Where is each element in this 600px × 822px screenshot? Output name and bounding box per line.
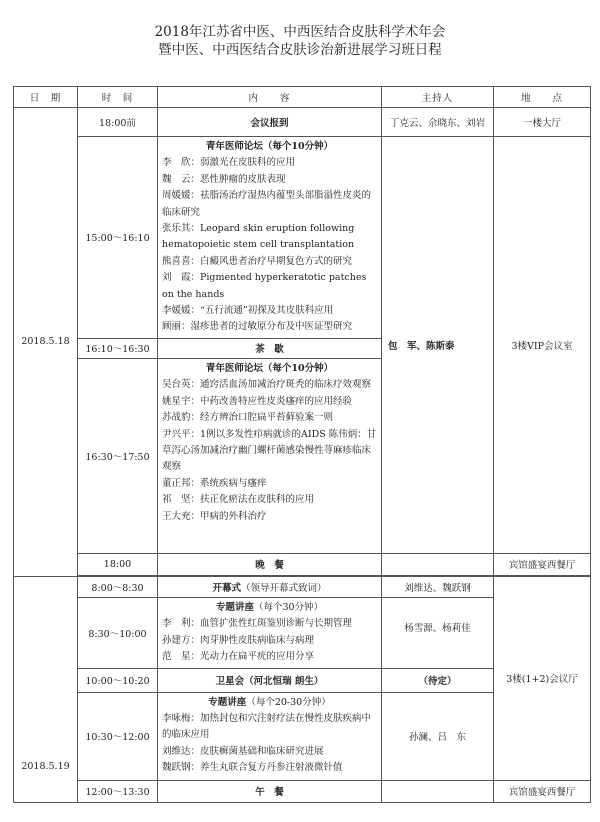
time: 10:30～12:00	[78, 692, 158, 780]
talk: 祁 坚：扶正化瘀法在皮肤科的应用	[162, 494, 315, 506]
talk: 顾丽：湿疹患者的过敏原分布及中医证型研究	[162, 321, 353, 333]
heading-bold: 专题讲座	[208, 696, 247, 708]
talk: 李 利：血管扩张性红斑鉴别诊断与长期管理	[162, 618, 353, 630]
content: 茶 歇	[158, 338, 382, 358]
talk: 周媛媛：祛脂汤治疗湿热内蕴型头部脂溢性皮炎的临床研究	[162, 190, 372, 218]
talk: 魏 云：恶性肿瘤的皮肤表现	[162, 173, 286, 185]
host: 丁克云、佘晓东、刘岩	[382, 108, 494, 137]
heading-rest: （每个20-30分钟）	[246, 696, 331, 708]
time: 10:00～10:20	[78, 668, 158, 692]
session-heading	[162, 695, 377, 711]
content-list	[158, 137, 382, 339]
talk: 姚星宇：中药改善特应性皮炎瘙痒的应用经验	[162, 395, 353, 407]
content: 卫星会（河北恒瑞 朗生）	[158, 668, 382, 692]
header-date: 日 期	[14, 87, 78, 108]
time: 18:00前	[78, 108, 158, 137]
talk: 张乐其：Leopard skin eruption following hematopoietic stem cell transplantation	[162, 223, 355, 251]
host: （待定）	[382, 668, 494, 692]
host: 刘维达、魏跃钢	[382, 576, 494, 597]
header-venue: 地 点	[494, 87, 591, 108]
talk: 李媛媛：“五行流通”初探及其皮肤科应用	[162, 305, 334, 317]
table-row	[14, 553, 591, 575]
doc-title-line2: 暨中医、中西医结合皮肤诊治新进展学习班日程	[158, 42, 442, 58]
host: 包 军、陈斯泰	[382, 137, 494, 554]
venue: 宾馆盛宴西餐厅	[494, 553, 591, 575]
day2-date: 2018.5.19	[14, 576, 78, 802]
day1-date: 2018.5.18	[14, 108, 78, 577]
talk: 熊喜喜：白癜风患者治疗早期复色方式的研究	[162, 255, 353, 267]
venue: 宾馆盛宴西餐厅	[494, 780, 591, 802]
host: 杨雪源、杨莉佳	[382, 597, 494, 668]
time: 8:30～10:00	[78, 597, 158, 668]
host-empty	[382, 780, 494, 802]
talk: 吴台英：通窍活血汤加减治疗斑秃的临床疗效观察	[162, 379, 372, 391]
talk: 李咏梅：加热封包和穴注射疗法在慢性皮肤疾病中的临床应用	[162, 712, 372, 741]
content: 会议报到	[158, 108, 382, 137]
content-list	[158, 358, 382, 553]
doc-title-line1: 2018年江苏省中医、中西医结合皮肤科学术年会	[154, 24, 446, 40]
host-empty	[382, 553, 494, 575]
venue: 3楼(1+2)会议厅	[494, 576, 591, 780]
venue: 一楼大厅	[494, 108, 591, 137]
header-content: 内 容	[158, 87, 382, 108]
content	[158, 576, 382, 597]
table-row	[14, 780, 591, 802]
time: 18:00	[78, 553, 158, 575]
talk: 刘维达：皮肤癣菌基础和临床研究进展	[162, 745, 324, 757]
talk: 魏跃钢：养生丸联合复方丹参注射液微针值	[162, 762, 343, 774]
time: 12:00～13:30	[78, 780, 158, 802]
content-rest: （领导开幕式致词）	[241, 582, 327, 594]
content-list	[158, 692, 382, 780]
host: 孙澜、吕 东	[382, 692, 494, 780]
content: 午 餐	[158, 780, 382, 802]
header-time: 时 间	[78, 87, 158, 108]
session-heading	[162, 600, 377, 616]
talk: 王大充：甲病的外科治疗	[162, 510, 267, 522]
content-bold: 开幕式	[212, 582, 241, 594]
time: 8:00～8:30	[78, 576, 158, 597]
heading-rest: （每个30分钟）	[253, 601, 324, 613]
content: 晚 餐	[158, 553, 382, 575]
talk: 孙建方：肉芽肿性皮肤病临床与病理	[162, 634, 315, 646]
time: 16:10～16:30	[78, 338, 158, 358]
time: 16:30～17:50	[78, 358, 158, 553]
time: 15:00～16:10	[78, 137, 158, 339]
heading-bold: 专题讲座	[215, 601, 254, 613]
talk: 苏战豹：经方辨治口腔扁平苔藓验案一则	[162, 412, 334, 424]
talk: 董正邦：系统疾病与瘙痒	[162, 477, 267, 489]
session-heading: 青年医师论坛（每个10分钟）	[205, 141, 334, 152]
talk: 李 欣：弱激光在皮肤科的应用	[162, 157, 296, 169]
table-row	[14, 137, 591, 339]
content-list	[158, 597, 382, 668]
session-heading: 青年医师论坛（每个10分钟）	[205, 362, 334, 374]
table-row	[14, 576, 591, 597]
header-host: 主持人	[382, 87, 494, 108]
table-row	[14, 108, 591, 137]
header-row	[14, 87, 591, 108]
talk: 范 星：光动力在扁平疣的应用分享	[162, 651, 315, 663]
talk: 尹兴平：1例以多发性疖病就诊的AIDS 陈伟炳：甘草泻心汤加减治疗幽门螺杆菌感染慢性荨麻疹临床观察	[162, 428, 377, 473]
venue: 3楼VIP会议室	[494, 137, 591, 554]
schedule-table	[13, 86, 591, 803]
talk: 刘 霞：Pigmented hyperkeratotic patches on the hands	[162, 272, 367, 300]
